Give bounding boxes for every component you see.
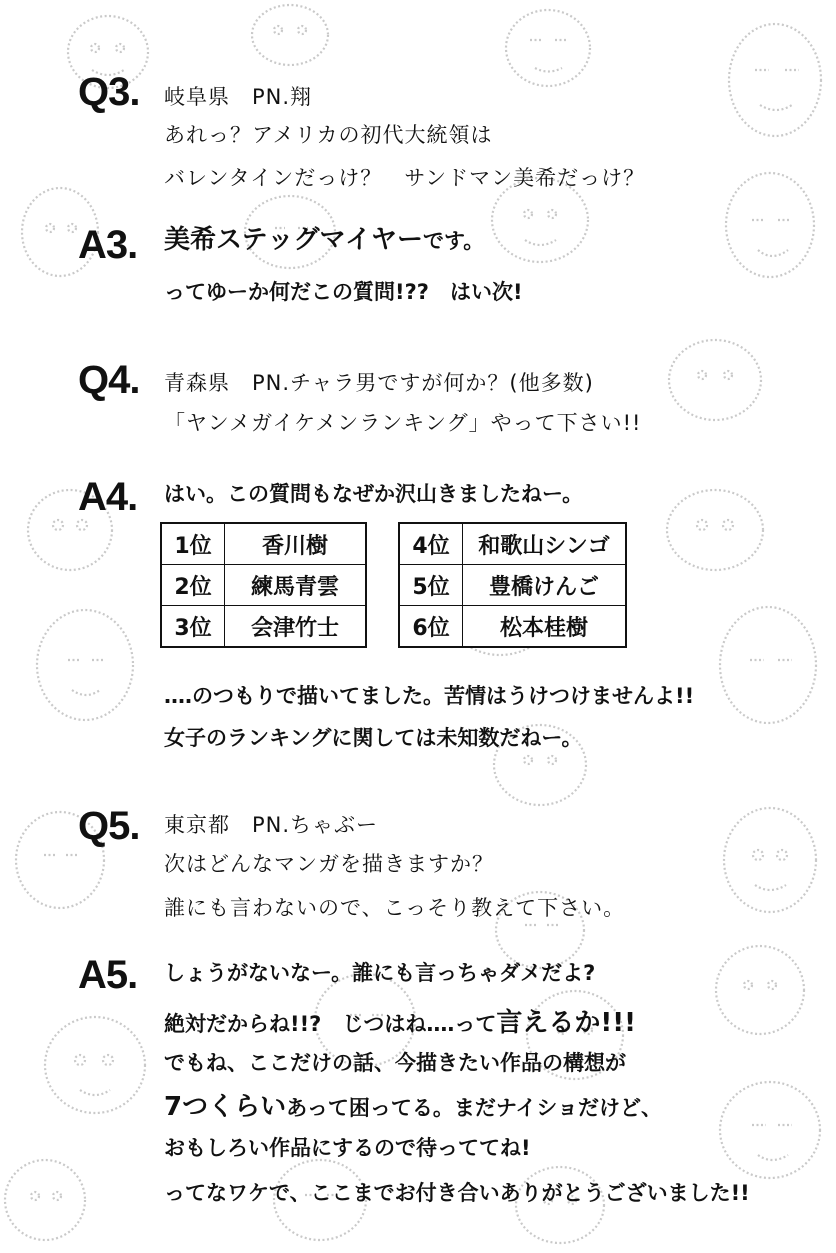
- q3-question-line-1: あれっ？アメリカの初代大統領は: [164, 123, 493, 147]
- rank-name: 会津竹士: [225, 606, 367, 648]
- rank-position: 4位: [399, 523, 463, 565]
- q4-question-line: 「ヤンメガイケメンランキング」やって下さい!!: [164, 411, 642, 435]
- rank-position: 1位: [161, 523, 225, 565]
- a5-answer-line-2: [164, 1010, 636, 1036]
- a4-answer-line-3: 女子のランキングに関しては未知数だねー。: [164, 726, 583, 750]
- a5-line4-rest: あって困ってる。まだナイショだけど、: [286, 1096, 662, 1120]
- q5-question-line-2: 誰にも言わないので、こっそり教えて下さい。: [164, 896, 626, 920]
- ranking-row: [161, 523, 366, 565]
- a5-line2-start: 絶対だからね!!? じつはね‥‥って: [164, 1012, 497, 1036]
- q5-sender: 東京都 PN.ちゃぶー: [164, 813, 379, 837]
- doodle-face-icon: [45, 1017, 145, 1113]
- a5-answer-line-3: でもね、ここだけの話、今描きたい作品の構想が: [164, 1051, 626, 1075]
- a5-answer-line-1: しょうがないなー。誰にも言っちゃダメだよ?: [164, 961, 596, 985]
- q3-label: Q3.: [78, 70, 140, 114]
- rank-name: 練馬青雲: [225, 565, 367, 606]
- doodle-face-icon: [492, 178, 588, 262]
- a5-line2-emphasis: 言えるか!!!: [496, 1008, 636, 1038]
- a5-answer-line-4: [164, 1094, 662, 1120]
- ranking-row: [399, 606, 626, 648]
- ranking-row: [161, 565, 366, 606]
- a4-answer-line-2: ‥‥のつもりで描いてました。苦情はうけつけませんよ!!: [164, 684, 695, 708]
- a4-answer-line-1: はい。この質問もなぜか沢山きましたねー。: [164, 482, 584, 506]
- a5-answer-line-6: ってなワケで、ここまでお付き合いありがとうございました!!: [164, 1181, 750, 1205]
- rank-position: 5位: [399, 565, 463, 606]
- doodle-face-icon: [5, 1160, 85, 1240]
- a5-label: A5.: [78, 953, 138, 997]
- q5-question-line-1: 次はどんなマンガを描きますか？: [164, 852, 494, 876]
- doodle-face-icon: [506, 10, 590, 86]
- a4-label: A4.: [78, 475, 138, 519]
- rank-position: 2位: [161, 565, 225, 606]
- ranking-table-left: [160, 522, 367, 648]
- a3-answer-line-1: [164, 227, 484, 253]
- ranking-table-right: [398, 522, 627, 648]
- doodle-face-icon: [37, 610, 133, 720]
- ranking-row: [161, 606, 366, 648]
- doodle-face-icon: [720, 607, 816, 723]
- rank-position: 3位: [161, 606, 225, 648]
- rank-name: 豊橋けんご: [463, 565, 627, 606]
- q4-sender: 青森県 PN.チャラ男ですが何か？(他多数): [164, 371, 594, 395]
- doodle-face-icon: [726, 173, 814, 277]
- doodle-face-icon: [667, 490, 763, 570]
- q5-label: Q5.: [78, 804, 140, 848]
- a3-emphasis: 美希ステッグマイヤー: [164, 225, 423, 255]
- rank-name: 香川樹: [225, 523, 367, 565]
- q3-question-line-2: バレンタインだっけ？ サンドマン美希だっけ？: [164, 166, 646, 190]
- doodle-face-icon: [669, 340, 761, 420]
- doodle-face-icon: [720, 1082, 820, 1178]
- rank-name: 松本桂樹: [463, 606, 627, 648]
- doodle-face-icon: [724, 808, 816, 912]
- rank-name: 和歌山シンゴ: [463, 523, 627, 565]
- a5-answer-line-5: おもしろい作品にするので待っててね!: [164, 1136, 531, 1160]
- doodle-face-icon: [516, 1167, 604, 1243]
- q3-sender: 岐阜県 PN.翔: [164, 85, 313, 109]
- rank-position: 6位: [399, 606, 463, 648]
- ranking-row: [399, 523, 626, 565]
- doodle-face-icon: [716, 946, 804, 1034]
- ranking-row: [399, 565, 626, 606]
- q4-label: Q4.: [78, 358, 140, 402]
- doodle-face-icon: [729, 24, 821, 136]
- doodle-face-icon: [252, 5, 328, 65]
- a3-answer-rest: です。: [422, 229, 485, 253]
- a3-label: A3.: [78, 223, 138, 267]
- a5-line4-emphasis: 7つくらい: [164, 1092, 287, 1122]
- a3-answer-line-2: ってゆーか何だこの質問!?? はい次!: [164, 280, 523, 304]
